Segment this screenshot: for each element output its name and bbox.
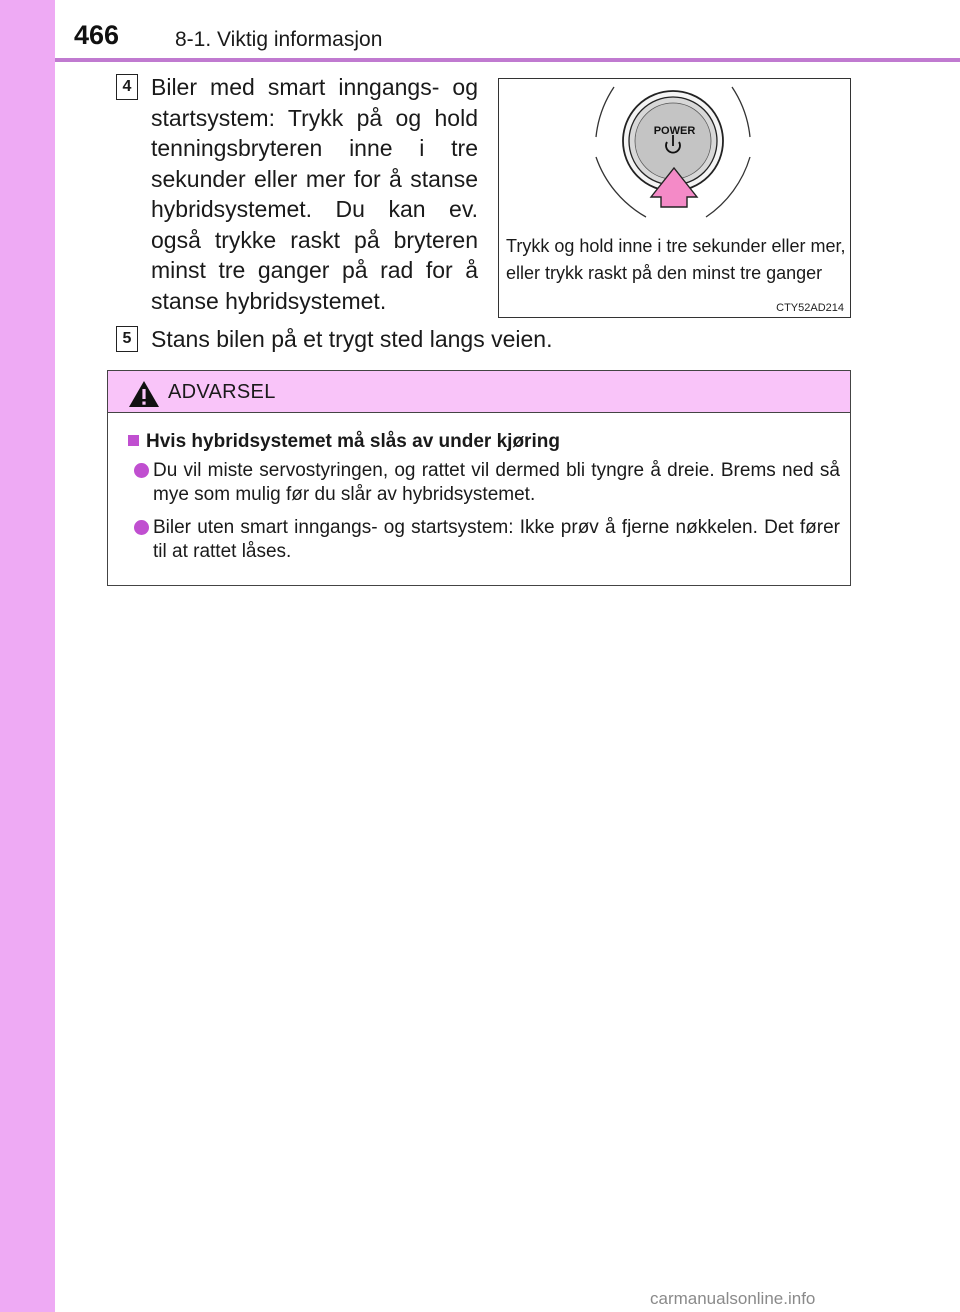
warning-box bbox=[107, 370, 851, 586]
page-number: 466 bbox=[74, 20, 120, 50]
figure-code: CTY52AD214 bbox=[776, 302, 844, 314]
header-divider bbox=[55, 58, 960, 62]
warning-item-text: Biler uten smart inngangs- og startsystem: Ikke prøv å fjerne nøkkelen. Det fører til at rattet låses. bbox=[153, 517, 840, 562]
warning-triangle-icon bbox=[128, 380, 160, 408]
warning-item-text: Du vil miste servostyringen, og rattet vil dermed bli tyngre å dreie. Brems ned så mye som mulig før du slår av hybridsystemet. bbox=[153, 460, 840, 505]
bullet-dot-icon bbox=[134, 463, 149, 478]
page-sidebar bbox=[0, 0, 55, 1312]
step-4-text: Biler med smart inngangs- og startsystem: Trykk på og hold tenningsbryteren inne i tre sekunder eller mer for å stanse hybridsystemet. Du kan ev. også trykke raskt på bryteren minst tre ganger på rad for å stanse hybridsystemet. bbox=[151, 74, 478, 314]
watermark: carmanualsonline.info bbox=[650, 1289, 816, 1308]
step-number-4: 4 bbox=[116, 74, 138, 100]
warning-list-item bbox=[134, 516, 840, 564]
step-5-text: Stans bilen på et trygt sted langs veien. bbox=[151, 326, 553, 352]
section-title: 8-1. Viktig informasjon bbox=[175, 28, 383, 51]
power-button-figure bbox=[498, 78, 851, 318]
figure-caption: Trykk og hold inne i tre sekunder eller mer, eller trykk raskt på den minst tre ganger bbox=[506, 236, 846, 283]
warning-list-item bbox=[134, 459, 840, 507]
power-button-label: POWER bbox=[653, 125, 696, 137]
warning-header bbox=[108, 371, 850, 413]
warning-title: ADVARSEL bbox=[168, 381, 276, 403]
step-number-5: 5 bbox=[116, 326, 138, 352]
warning-subtitle-text: Hvis hybridsystemet må slås av under kjøring bbox=[146, 431, 560, 452]
square-bullet-icon bbox=[128, 435, 139, 446]
bullet-dot-icon bbox=[134, 520, 149, 535]
warning-subtitle bbox=[128, 431, 560, 453]
